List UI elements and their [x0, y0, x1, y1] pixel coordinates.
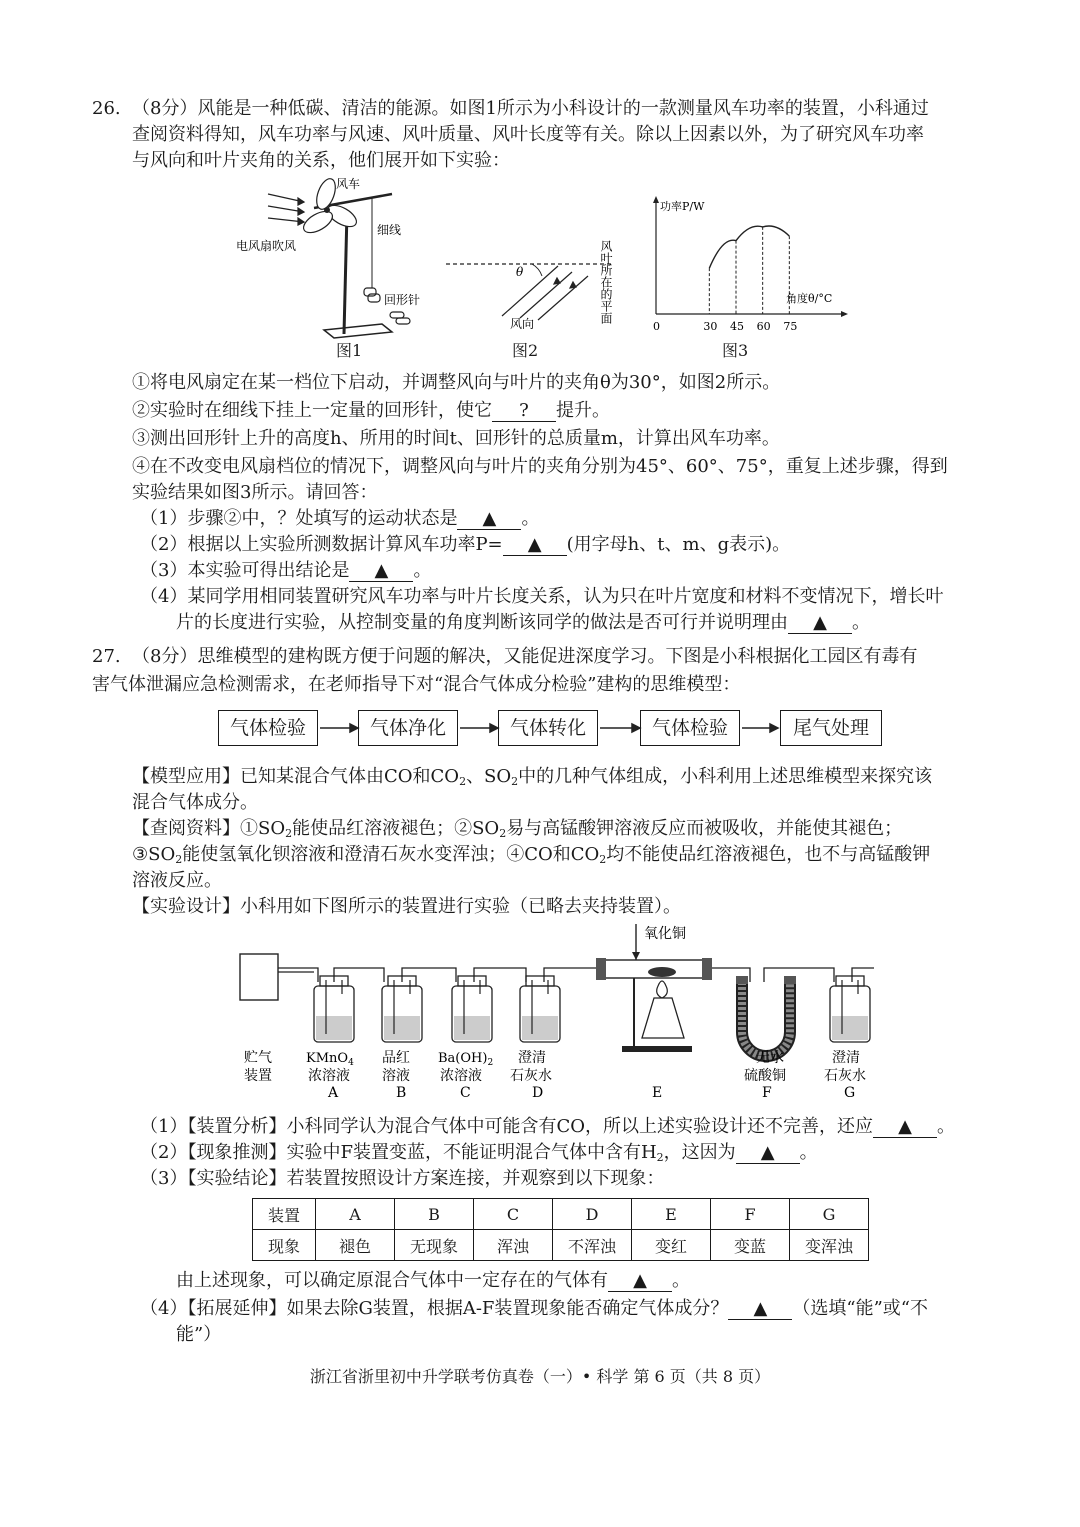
q27-sub4-answer-blank[interactable]: ▲	[728, 1299, 792, 1320]
q27-reference-line3: 溶液反应。	[132, 870, 222, 891]
q26-step4-line2: 实验结果如图3所示。请回答：	[132, 482, 378, 503]
table-cell: G	[790, 1199, 869, 1230]
figure-3-power-chart	[636, 192, 856, 340]
chart3-tick-label: 75	[783, 320, 798, 333]
fig1-label-fan: 电风扇吹风	[236, 239, 297, 253]
table-cell: F	[711, 1199, 790, 1230]
table-cell: 变蓝	[711, 1230, 790, 1261]
q27-sub3-conclusion: 由上述现象，可以确定原混合气体中一定存在的气体有 ▲ 。	[176, 1270, 690, 1291]
q26-sub4-answer-blank[interactable]: ▲	[788, 613, 852, 634]
fig1-label-clips: 回形针	[384, 293, 421, 307]
q26-sub2-answer-blank[interactable]: ▲	[503, 535, 567, 556]
flow-step-3: 气体转化	[498, 710, 598, 746]
q26-step2-blank[interactable]: ?	[492, 401, 556, 422]
q27-design: 【实验设计】小科用如下图所示的装置进行实验（已略去夹持装置）。	[132, 896, 681, 917]
label-g-3: G	[844, 1085, 856, 1101]
q27-reference-line1: 【查阅资料】$①SO_2$能使品红溶液褪色；$②SO_2$易与高锰酸钾溶液反应而被吸收，并能使其褪色；	[132, 818, 903, 840]
label-storage-1: 贮气	[244, 1050, 272, 1066]
table-cell: C	[474, 1199, 553, 1230]
fig2-label-theta: θ	[516, 265, 524, 279]
figure-3-caption: 图3	[722, 341, 749, 360]
q27-model-application-line2: 混合气体成分。	[132, 792, 258, 813]
q26-intro-line1: （8分）风能是一种低碳、清洁的能源。如图1所示为小科设计的一款测量风车功率的装置，小科通过	[132, 98, 929, 119]
q27-sub4-line2: 能”）	[176, 1324, 222, 1345]
table-cell: 变红	[632, 1230, 711, 1261]
table-cell: 不浑浊	[553, 1230, 632, 1261]
chart3-xlabel: 角度θ/°C	[786, 292, 833, 305]
q26-sub3-answer-blank[interactable]: ▲	[349, 561, 413, 582]
q27-reference-line2: $③SO_2$能使氢氧化钡溶液和澄清石灰水变浑浊；④CO和$CO_2$均不能使品红溶液褪色，也不与高锰酸钾	[132, 844, 931, 866]
label-c-1: $Ba(OH)_2$	[438, 1051, 494, 1068]
flow-step-2: 气体净化	[358, 710, 458, 746]
label-b-2: 溶液	[382, 1068, 410, 1084]
q27-intro-line1: （8分）思维模型的建构既方便于问题的解决，又能促进深度学习。下图是小科根据化工园区有毒有	[132, 646, 918, 667]
q27-sub3: （3）【实验结论】若装置按照设计方案连接，并观察到以下现象：	[140, 1168, 665, 1189]
q27-number: 27.	[92, 646, 121, 667]
figure-1-windmill-apparatus	[232, 172, 432, 342]
fig1-label-windmill: 风车	[336, 177, 361, 191]
label-d-3: D	[532, 1085, 544, 1101]
q26-intro-line2: 查阅资料得知，风车功率与风速、风叶质量、风叶长度等有关。除以上因素以外，为了研究风车功率	[132, 124, 924, 145]
flow-arrows	[318, 718, 782, 738]
figure-2-wind-angle	[442, 228, 642, 338]
label-a-1: KMnO$_4$	[306, 1051, 354, 1068]
q26-intro-line3: 与风向和叶片夹角的关系，他们展开如下实验：	[132, 150, 510, 171]
label-f-2: 硫酸铜	[744, 1068, 786, 1084]
q26-step3: ③测出回形针上升的高度h、所用的时间t、回形针的总质量m，计算出风车功率。	[132, 428, 780, 449]
q27-sub2-answer-blank[interactable]: ▲	[736, 1143, 800, 1164]
table-cell: 浑浊	[474, 1230, 553, 1261]
table-cell: 褪色	[316, 1230, 395, 1261]
q26-sub1-answer-blank[interactable]: ▲	[457, 509, 521, 530]
flow-step-4: 气体检验	[640, 710, 740, 746]
label-b-3: B	[396, 1085, 407, 1101]
figure-1-caption: 图1	[336, 341, 363, 360]
q27-sub2: （2）【现象推测】实验中F装置变蓝，不能证明混合气体中含有$H_2$，这因为 ▲ 。	[140, 1142, 818, 1164]
q26-sub4-line2: 片的长度进行实验，从控制变量的角度判断该同学的做法是否可行并说明理由 ▲ 。	[176, 612, 870, 633]
experiment-apparatus-diagram	[234, 920, 884, 1108]
q27-sub4-line1: （4）【拓展延伸】如果去除G装置，根据A-F装置现象能否确定气体成分？ ▲ （选填“能”或“不	[140, 1298, 929, 1319]
table-cell: B	[395, 1199, 474, 1230]
flow-step-5: 尾气处理	[780, 710, 882, 746]
label-d-2: 石灰水	[510, 1068, 552, 1084]
page-footer: 浙江省浙里初中升学联考仿真卷（一）• 科学 第 6 页（共 8 页）	[309, 1367, 771, 1386]
q27-model-application-line1: 【模型应用】已知某混合气体由CO和$CO_2$、$SO_2$中的几种气体组成，小科利用上述思维模型来探究该	[132, 766, 933, 788]
table-cell: E	[632, 1199, 711, 1230]
q26-sub4-line1: （4）某同学用相同装置研究风车功率与叶片长度关系，认为只在叶片宽度和材料不变情况下，增长叶	[140, 586, 944, 607]
q27-sub1-answer-blank[interactable]: ▲	[873, 1117, 937, 1138]
table-cell: 装置	[253, 1199, 316, 1230]
q27-sub1: （1）【装置分析】小科同学认为混合气体中可能含有CO，所以上述实验设计还不完善，还应 ▲ 。	[140, 1116, 955, 1137]
label-a-2: 浓溶液	[308, 1068, 350, 1084]
table-row	[253, 1230, 869, 1261]
flow-step-1: 气体检验	[218, 710, 318, 746]
chart3-tick-label: 30	[703, 320, 718, 333]
label-f-1: 无水	[756, 1050, 784, 1066]
label-copper-oxide: 氧化铜	[644, 926, 686, 942]
chart3-series-line	[709, 226, 789, 268]
q26-step4-line1: ④在不改变电风扇档位的情况下，调整风向与叶片的夹角分别为45°、60°、75°，重复上述步骤，得到	[132, 456, 948, 477]
q26-step2: ②实验时在细线下挂上一定量的回形针，使它 ? 提升。	[132, 400, 610, 421]
q26-sub2: （2）根据以上实验所测数据计算风车功率P= ▲ (用字母h、t、m、g表示)。	[140, 534, 791, 555]
chart3-ylabel: 功率P/W	[660, 200, 705, 213]
fig1-label-string: 细线	[377, 223, 402, 237]
table-row	[253, 1199, 869, 1230]
label-a-3: A	[328, 1085, 339, 1101]
label-g-1: 澄清	[832, 1050, 860, 1066]
table-cell: 变浑浊	[790, 1230, 869, 1261]
q27-intro-line2: 害气体泄漏应急检测需求，在老师指导下对“混合气体成分检验”建构的思维模型：	[92, 674, 741, 695]
figure-2-caption: 图2	[512, 341, 539, 360]
label-f-3: F	[762, 1085, 772, 1101]
label-e: E	[652, 1085, 663, 1101]
q26-number: 26.	[92, 98, 121, 119]
label-d-1: 澄清	[518, 1050, 546, 1066]
result-table	[252, 1198, 869, 1261]
chart3-tick-label: 60	[756, 320, 771, 333]
chart3-tick-label: 45	[730, 320, 744, 333]
fig2-label-plane: 风叶所在的平面	[599, 240, 613, 324]
label-b-1: 品红	[382, 1050, 410, 1066]
q26-sub3: （3）本实验可得出结论是 ▲ 。	[140, 560, 432, 581]
label-storage-2: 装置	[244, 1068, 272, 1084]
table-cell: A	[316, 1199, 395, 1230]
fig2-label-wind: 风向	[510, 317, 535, 331]
label-c-3: C	[460, 1085, 471, 1101]
q26-step1: ①将电风扇定在某一档位下启动，并调整风向与叶片的夹角θ为30°，如图2所示。	[132, 372, 781, 393]
label-c-2: 浓溶液	[440, 1068, 482, 1084]
label-g-2: 石灰水	[824, 1068, 866, 1084]
table-cell: 无现象	[395, 1230, 474, 1261]
table-cell: 现象	[253, 1230, 316, 1261]
chart3-tick-label: 0	[653, 320, 660, 333]
q26-sub1: （1）步骤②中，？处填写的运动状态是 ▲ 。	[140, 508, 540, 529]
q27-sub3-answer-blank[interactable]: ▲	[608, 1271, 672, 1292]
table-cell: D	[553, 1199, 632, 1230]
